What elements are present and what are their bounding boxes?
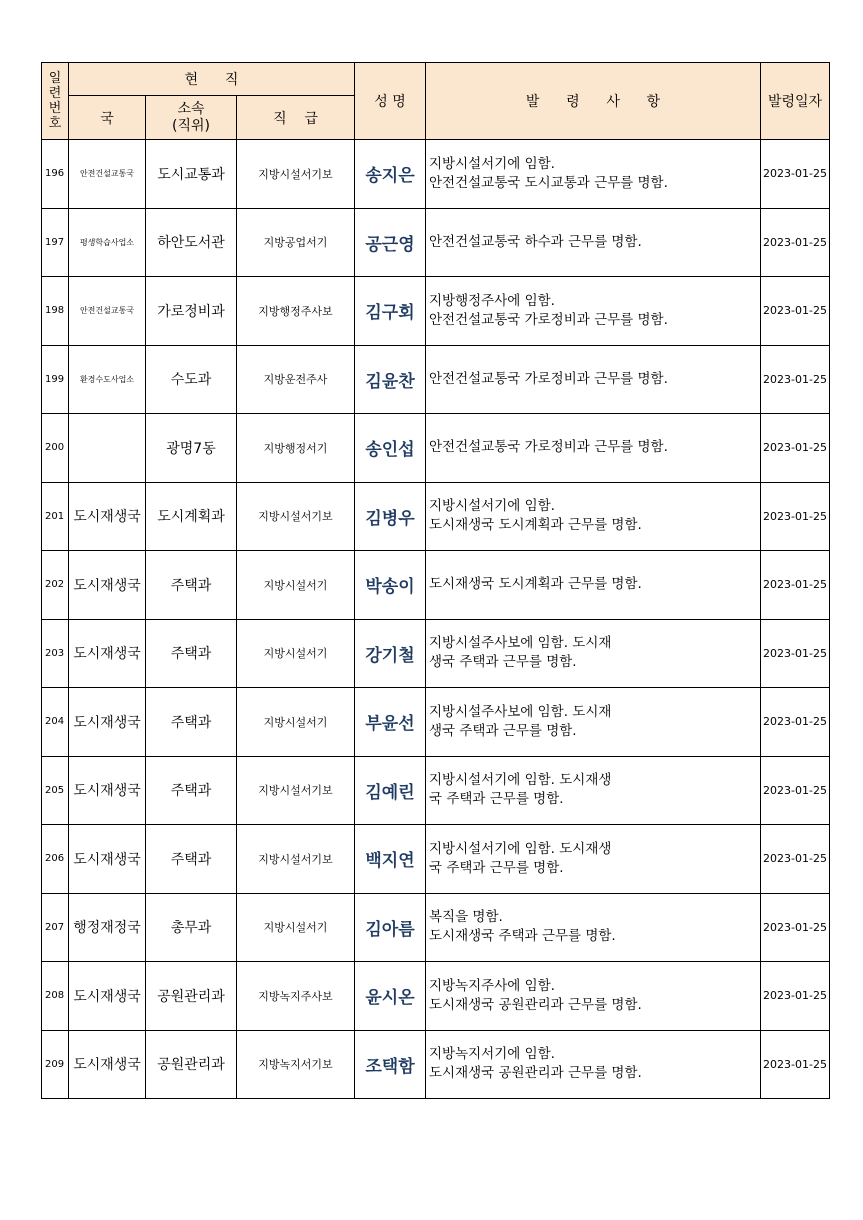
row-rank: 지방운전주사 bbox=[237, 345, 355, 414]
row-date: 2023-01-25 bbox=[761, 825, 830, 894]
row-bureau: 도시재생국 bbox=[69, 825, 146, 894]
table-row bbox=[42, 688, 830, 757]
row-number: 198 bbox=[42, 277, 69, 346]
row-action: 지방행정주사에 임함. 안전건설교통국 가로정비과 근무를 명함. bbox=[426, 277, 761, 346]
row-number: 209 bbox=[42, 1030, 69, 1099]
row-affiliation: 하안도서관 bbox=[146, 208, 237, 277]
table-row bbox=[42, 208, 830, 277]
row-number: 204 bbox=[42, 688, 69, 757]
row-action: 안전건설교통국 가로정비과 근무를 명함. bbox=[426, 414, 761, 483]
header-serial: 일 련 번 호 bbox=[42, 63, 69, 140]
row-number: 197 bbox=[42, 208, 69, 277]
row-rank: 지방시설서기보 bbox=[237, 140, 355, 209]
row-bureau: 행정재정국 bbox=[69, 893, 146, 962]
row-number: 202 bbox=[42, 551, 69, 620]
row-rank: 지방녹지주사보 bbox=[237, 962, 355, 1031]
header-action: 발 령 사 항 bbox=[426, 63, 761, 140]
table-row bbox=[42, 551, 830, 620]
row-rank: 지방시설서기 bbox=[237, 688, 355, 757]
row-affiliation: 주택과 bbox=[146, 756, 237, 825]
row-action: 지방시설주사보에 임함. 도시재 생국 주택과 근무를 명함. bbox=[426, 688, 761, 757]
row-bureau: 안전건설교통국 bbox=[69, 140, 146, 209]
table-row bbox=[42, 140, 830, 209]
table-row bbox=[42, 893, 830, 962]
table-row bbox=[42, 619, 830, 688]
header-rank: 직 급 bbox=[237, 96, 355, 140]
row-action: 안전건설교통국 하수과 근무를 명함. bbox=[426, 208, 761, 277]
row-name: 조택함 bbox=[355, 1030, 426, 1099]
table-row bbox=[42, 345, 830, 414]
row-number: 196 bbox=[42, 140, 69, 209]
row-bureau: 평생학습사업소 bbox=[69, 208, 146, 277]
row-affiliation: 공원관리과 bbox=[146, 1030, 237, 1099]
row-action: 지방시설서기에 임함. 안전건설교통국 도시교통과 근무를 명함. bbox=[426, 140, 761, 209]
row-action: 지방시설주사보에 임함. 도시재 생국 주택과 근무를 명함. bbox=[426, 619, 761, 688]
row-bureau: 안전건설교통국 bbox=[69, 277, 146, 346]
row-date: 2023-01-25 bbox=[761, 345, 830, 414]
row-date: 2023-01-25 bbox=[761, 756, 830, 825]
row-bureau: 도시재생국 bbox=[69, 688, 146, 757]
row-date: 2023-01-25 bbox=[761, 962, 830, 1031]
row-rank: 지방시설서기보 bbox=[237, 482, 355, 551]
row-rank: 지방행정주사보 bbox=[237, 277, 355, 346]
row-rank: 지방행정서기 bbox=[237, 414, 355, 483]
row-affiliation: 주택과 bbox=[146, 619, 237, 688]
row-bureau: 도시재생국 bbox=[69, 962, 146, 1031]
row-date: 2023-01-25 bbox=[761, 277, 830, 346]
row-number: 205 bbox=[42, 756, 69, 825]
header-affiliation: 소속 (직위) bbox=[146, 96, 237, 140]
row-affiliation: 도시계획과 bbox=[146, 482, 237, 551]
table-row bbox=[42, 277, 830, 346]
table-body bbox=[42, 140, 830, 1099]
row-name: 윤시온 bbox=[355, 962, 426, 1031]
row-action: 지방시설서기에 임함. 도시재생 국 주택과 근무를 명함. bbox=[426, 756, 761, 825]
row-date: 2023-01-25 bbox=[761, 551, 830, 620]
row-number: 208 bbox=[42, 962, 69, 1031]
row-rank: 지방시설서기 bbox=[237, 551, 355, 620]
table-row bbox=[42, 962, 830, 1031]
row-action: 안전건설교통국 가로정비과 근무를 명함. bbox=[426, 345, 761, 414]
row-date: 2023-01-25 bbox=[761, 619, 830, 688]
table-row bbox=[42, 825, 830, 894]
row-date: 2023-01-25 bbox=[761, 688, 830, 757]
row-number: 203 bbox=[42, 619, 69, 688]
row-name: 김구회 bbox=[355, 277, 426, 346]
row-affiliation: 공원관리과 bbox=[146, 962, 237, 1031]
row-number: 199 bbox=[42, 345, 69, 414]
row-action: 지방녹지주사에 임함. 도시재생국 공원관리과 근무를 명함. bbox=[426, 962, 761, 1031]
row-name: 백지연 bbox=[355, 825, 426, 894]
table-row bbox=[42, 756, 830, 825]
row-affiliation: 총무과 bbox=[146, 893, 237, 962]
row-name: 송지은 bbox=[355, 140, 426, 209]
row-rank: 지방시설서기 bbox=[237, 893, 355, 962]
row-number: 206 bbox=[42, 825, 69, 894]
row-name: 강기철 bbox=[355, 619, 426, 688]
row-action: 지방녹지서기에 임함. 도시재생국 공원관리과 근무를 명함. bbox=[426, 1030, 761, 1099]
row-affiliation: 주택과 bbox=[146, 688, 237, 757]
row-affiliation: 주택과 bbox=[146, 825, 237, 894]
row-rank: 지방시설서기 bbox=[237, 619, 355, 688]
row-bureau: 도시재생국 bbox=[69, 619, 146, 688]
row-number: 200 bbox=[42, 414, 69, 483]
table-row bbox=[42, 482, 830, 551]
row-date: 2023-01-25 bbox=[761, 893, 830, 962]
row-bureau: 도시재생국 bbox=[69, 1030, 146, 1099]
row-affiliation: 가로정비과 bbox=[146, 277, 237, 346]
row-affiliation: 수도과 bbox=[146, 345, 237, 414]
row-number: 201 bbox=[42, 482, 69, 551]
row-name: 김예린 bbox=[355, 756, 426, 825]
row-name: 김병우 bbox=[355, 482, 426, 551]
row-name: 부윤선 bbox=[355, 688, 426, 757]
row-name: 김윤찬 bbox=[355, 345, 426, 414]
row-rank: 지방공업서기 bbox=[237, 208, 355, 277]
row-affiliation: 광명7동 bbox=[146, 414, 237, 483]
row-bureau: 도시재생국 bbox=[69, 551, 146, 620]
row-action: 도시재생국 도시계획과 근무를 명함. bbox=[426, 551, 761, 620]
personnel-table bbox=[41, 62, 830, 1099]
row-date: 2023-01-25 bbox=[761, 1030, 830, 1099]
header-current-post: 현 직 bbox=[69, 63, 355, 96]
row-date: 2023-01-25 bbox=[761, 140, 830, 209]
row-name: 김아름 bbox=[355, 893, 426, 962]
row-affiliation: 도시교통과 bbox=[146, 140, 237, 209]
row-action: 지방시설서기에 임함. 도시재생국 도시계획과 근무를 명함. bbox=[426, 482, 761, 551]
table-header bbox=[42, 63, 830, 140]
header-date: 발령일자 bbox=[761, 63, 830, 140]
row-action: 복직을 명함. 도시재생국 주택과 근무를 명함. bbox=[426, 893, 761, 962]
row-name: 송인섭 bbox=[355, 414, 426, 483]
header-name: 성 명 bbox=[355, 63, 426, 140]
row-bureau: 도시재생국 bbox=[69, 482, 146, 551]
row-date: 2023-01-25 bbox=[761, 482, 830, 551]
row-rank: 지방녹지서기보 bbox=[237, 1030, 355, 1099]
row-rank: 지방시설서기보 bbox=[237, 825, 355, 894]
row-name: 박송이 bbox=[355, 551, 426, 620]
row-action: 지방시설서기에 임함. 도시재생 국 주택과 근무를 명함. bbox=[426, 825, 761, 894]
row-name: 공근영 bbox=[355, 208, 426, 277]
row-date: 2023-01-25 bbox=[761, 208, 830, 277]
row-bureau: 환경수도사업소 bbox=[69, 345, 146, 414]
row-rank: 지방시설서기보 bbox=[237, 756, 355, 825]
row-bureau bbox=[69, 414, 146, 483]
row-number: 207 bbox=[42, 893, 69, 962]
header-bureau: 국 bbox=[69, 96, 146, 140]
row-date: 2023-01-25 bbox=[761, 414, 830, 483]
table-row bbox=[42, 1030, 830, 1099]
table-row bbox=[42, 414, 830, 483]
row-affiliation: 주택과 bbox=[146, 551, 237, 620]
row-bureau: 도시재생국 bbox=[69, 756, 146, 825]
